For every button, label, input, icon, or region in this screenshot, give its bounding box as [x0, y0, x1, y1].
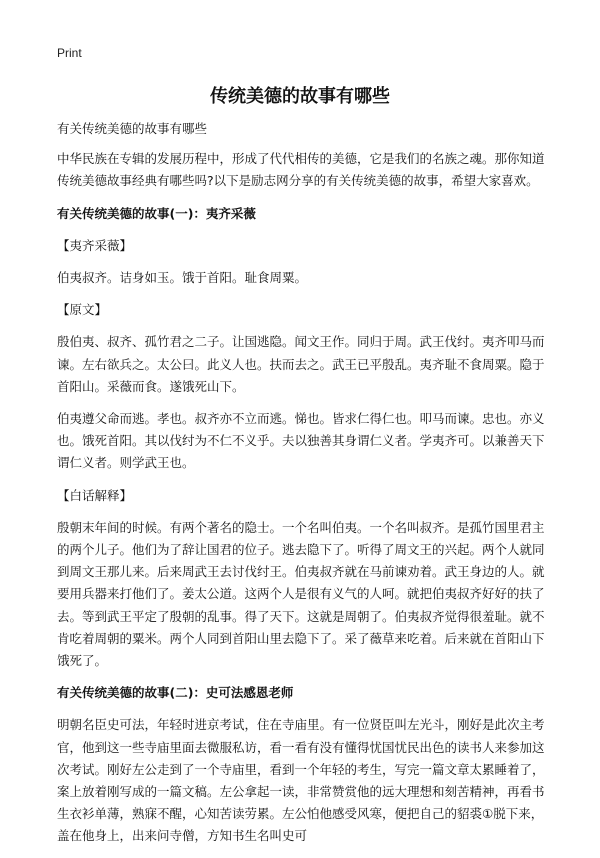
original-paragraph-1: 殷伯夷、叔齐、孤竹君之二子。让国逃隐。闻文王作。同归于周。武王伐纣。夷齐叩马而谏。左右欲兵之。太公曰。此义人也。扶而去之。武王已平殷乱。夷齐耻不食周粟。隐于首阳山。采薇而食。遂饿死山下。 [57, 334, 545, 394]
section1-tag: 【夷齐采薇】 [57, 237, 133, 253]
article-subtitle: 有关传统美德的故事有哪些 [57, 121, 208, 136]
article-body [57, 118, 547, 858]
section2-heading: 有关传统美德的故事(二)：史可法感恩老师 [57, 685, 294, 701]
explain-tag: 【白话解释】 [57, 487, 133, 503]
page-title: 传统美德的故事有哪些 [210, 86, 390, 107]
section2-paragraph: 明朝名臣史可法，年轻时进京考试，住在寺庙里。有一位贤臣叫左光斗，刚好是此次主考官，他到这一些寺庙里面去微服私访，看一看有没有懂得忧国忧民出色的读书人来参加这次考试。刚好左公走到了一个寺庙里，看到一个年轻的考生，写完一篇文章太累睡着了，案上放着刚写成的一篇文稿。左公拿起一读，非常赞赏他的远大理想和刻苦精神，再看书生衣衫单薄，熟寐不醒，心知苦读劳累。左公怕他感受风寒，便把自己的貂裘①脱下来，盖在他身上，出来问寺僧，方知书生名叫史可 [57, 717, 545, 844]
original-paragraph-2: 伯夷遵父命而逃。孝也。叔齐亦不立而逃。悌也。皆求仁得仁也。叩马而谏。忠也。亦义也。饿死首阳。其以伐纣为不仁不义乎。夫以独善其身谓仁义者。学夷齐可。以兼善天下谓仁义者。则学武王也。 [57, 411, 545, 471]
section1-heading: 有关传统美德的故事(一)：夷齐采薇 [57, 205, 256, 221]
intro-paragraph: 中华民族在专辑的发展历程中，形成了代代相传的美德，它是我们的名族之魂。那你知道传统美德故事经典有哪些吗?以下是励志网分享的有关传统美德的故事，希望大家喜欢。 [57, 151, 545, 189]
original-tag: 【原文】 [57, 302, 108, 318]
section1-summary: 伯夷叔齐。诘身如玉。饿于首阳。耻食周粟。 [57, 270, 308, 286]
explain-paragraph: 殷朝末年间的时候。有两个著名的隐士。一个名叫伯夷。一个名叫叔齐。是孤竹国里君主的两个儿子。他们为了辞让国君的位子。逃去隐下了。听得了周文王的兴起。两个人就同到周文王那儿来。后来周武王去讨伐纣王。伯夷叔齐就在马前谏劝着。武王身边的人。就要用兵器来打他们了。姜太公道。这两个人是很有义气的人呵。就把伯夷叔齐好好的扶了去。等到武王平定了殷朝的乱事。得了天下。这就是周朝了。伯夷叔齐觉得很羞耻。就不肯吃着周朝的粟米。两个人同到首阳山里去隐下了。采了薇草来吃着。后来就在首阳山下饿死了。 [57, 519, 545, 669]
print-label: Print [57, 46, 82, 60]
